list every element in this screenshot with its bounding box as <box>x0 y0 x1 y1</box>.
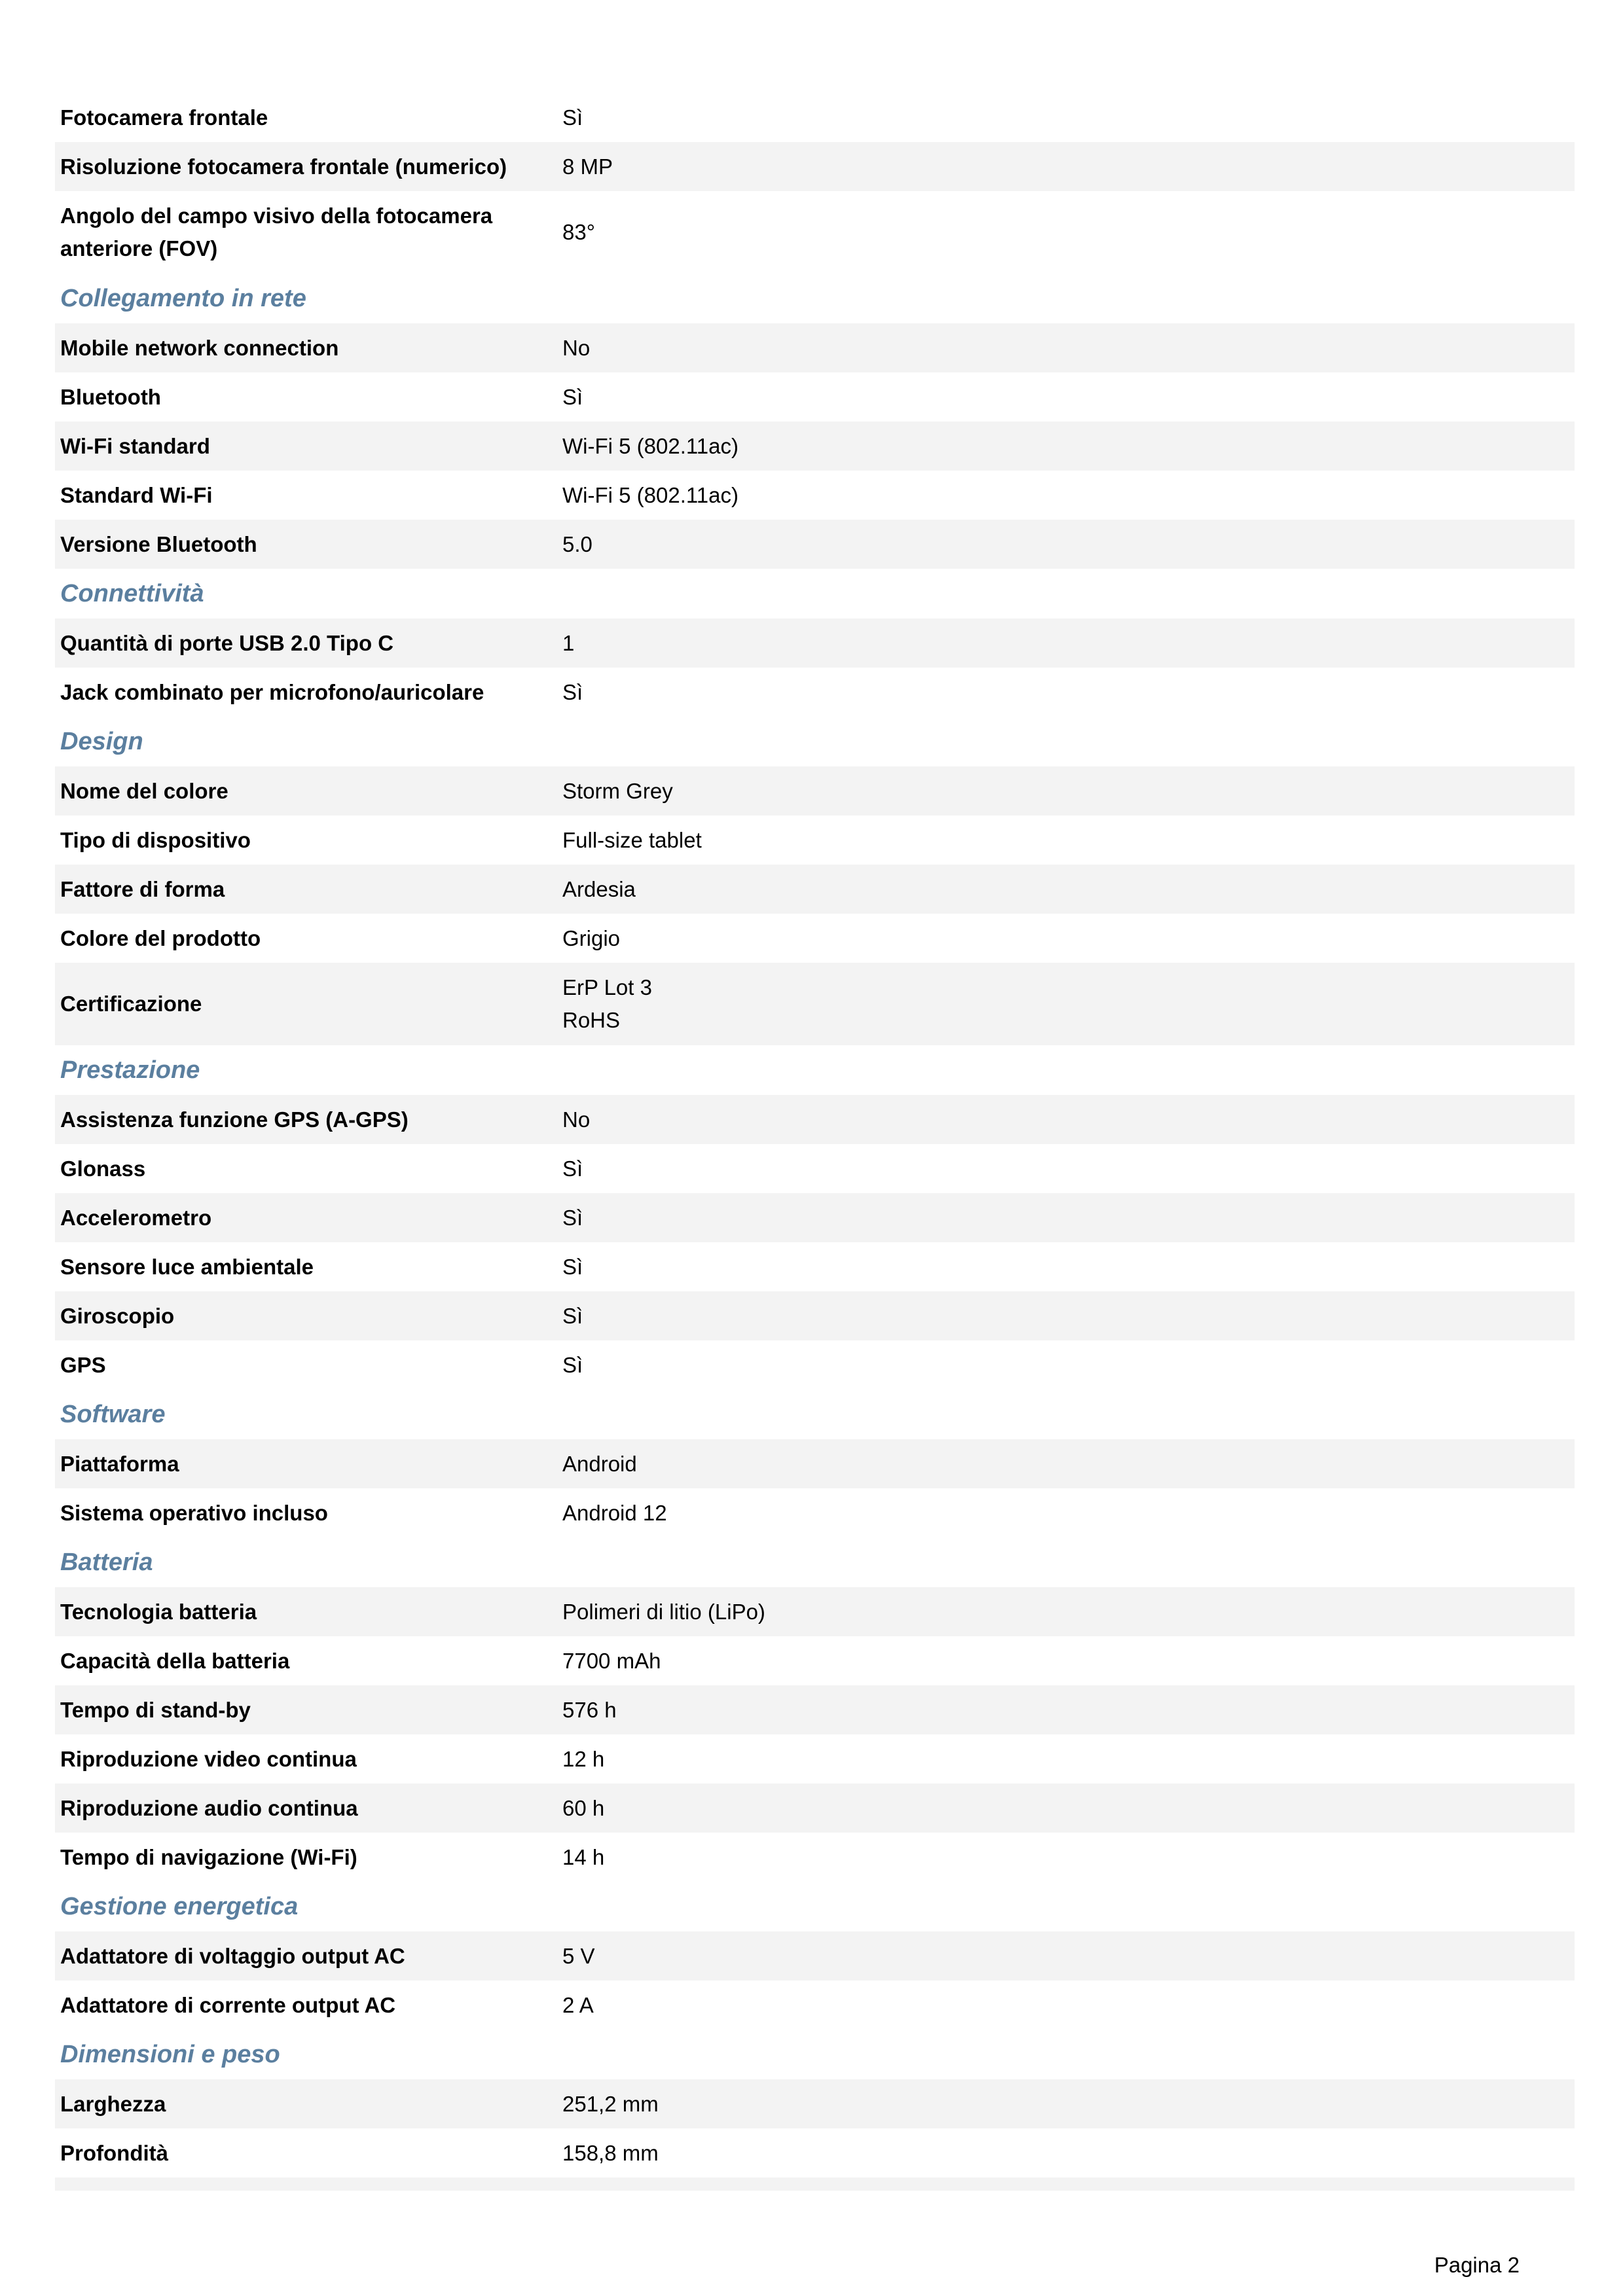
spec-row <box>55 1931 1575 1981</box>
spec-label: Angolo del campo visivo della fotocamera anteriore (FOV) <box>60 204 493 260</box>
spec-label: Sensore luce ambientale <box>60 1254 314 1279</box>
spec-value: Sì <box>562 1303 583 1328</box>
spec-value: Sì <box>562 1254 583 1279</box>
spec-row <box>55 1587 1575 1636</box>
spec-value: Sì <box>562 679 583 704</box>
spec-label: Profondità <box>60 2140 168 2165</box>
spec-row <box>55 1734 1575 1784</box>
spec-value: 8 MP <box>562 154 613 179</box>
spec-value: Sì <box>562 1156 583 1181</box>
spec-label: GPS <box>60 1352 106 1377</box>
table-trailing-stripe <box>55 2178 1575 2191</box>
spec-label: Tempo di stand-by <box>60 1697 251 1722</box>
spec-value: 14 h <box>562 1844 605 1869</box>
spec-value: Full-size tablet <box>562 827 702 852</box>
spec-value: 7700 mAh <box>562 1648 661 1673</box>
spec-row <box>55 1242 1575 1291</box>
spec-row-certification <box>55 963 1575 1045</box>
spec-row <box>55 372 1575 422</box>
section-title-battery: Batteria <box>60 1548 153 1576</box>
spec-row <box>55 2128 1575 2178</box>
spec-value: Wi-Fi 5 (802.11ac) <box>562 433 739 458</box>
spec-value: 2 A <box>562 1992 594 2017</box>
spec-sheet <box>55 93 1575 2191</box>
spec-row <box>55 1488 1575 1537</box>
section-title-software: Software <box>60 1400 166 1428</box>
spec-row <box>55 1095 1575 1144</box>
spec-label: Jack combinato per microfono/auricolare <box>60 679 484 704</box>
spec-label: Quantità di porte USB 2.0 Tipo C <box>60 630 394 655</box>
spec-value: 60 h <box>562 1795 605 1820</box>
spec-label: Fattore di forma <box>60 876 225 901</box>
spec-row <box>55 520 1575 569</box>
spec-label: Assistenza funzione GPS (A-GPS) <box>60 1107 409 1132</box>
spec-label: Glonass <box>60 1156 146 1181</box>
spec-label: Wi-Fi standard <box>60 433 210 458</box>
spec-value <box>562 971 1575 1037</box>
spec-label: Tipo di dispositivo <box>60 827 251 852</box>
spec-label: Tecnologia batteria <box>60 1599 257 1624</box>
spec-value: Storm Grey <box>562 778 673 803</box>
section-title-dimensions-weight: Dimensioni e peso <box>60 2040 280 2068</box>
spec-value: 5.0 <box>562 531 593 556</box>
spec-row-front-camera <box>55 93 1575 142</box>
spec-row <box>55 619 1575 668</box>
spec-label: Fotocamera frontale <box>60 105 268 130</box>
spec-label: Colore del prodotto <box>60 925 261 950</box>
spec-label: Versione Bluetooth <box>60 531 257 556</box>
spec-row <box>55 816 1575 865</box>
spec-label: Riproduzione audio continua <box>60 1795 358 1820</box>
spec-value: 5 V <box>562 1943 595 1968</box>
spec-value: 576 h <box>562 1697 617 1722</box>
spec-value: No <box>562 1107 591 1132</box>
spec-value: 251,2 mm <box>562 2091 659 2116</box>
page-number: Pagina 2 <box>1434 2253 1520 2277</box>
spec-label: Riproduzione video continua <box>60 1746 357 1771</box>
spec-value: Android 12 <box>562 1500 667 1525</box>
spec-value: Sì <box>562 1205 583 1230</box>
spec-label: Risoluzione fotocamera frontale (numerico) <box>60 154 507 179</box>
spec-label: Piattaforma <box>60 1451 179 1476</box>
spec-row <box>55 1636 1575 1685</box>
spec-value: Ardesia <box>562 876 636 901</box>
spec-row <box>55 1833 1575 1882</box>
spec-value: Sì <box>562 384 583 409</box>
spec-value: 158,8 mm <box>562 2140 659 2165</box>
spec-row-front-camera-fov <box>55 191 1575 274</box>
section-title-performance: Prestazione <box>60 1056 200 1084</box>
spec-label: Certificazione <box>60 992 202 1016</box>
spec-value: Polimeri di litio (LiPo) <box>562 1599 765 1624</box>
spec-value: Grigio <box>562 925 621 950</box>
section-title-connectivity: Connettività <box>60 579 204 607</box>
section-title-power-management: Gestione energetica <box>60 1892 299 1920</box>
spec-row <box>55 1291 1575 1340</box>
spec-label: Sistema operativo incluso <box>60 1500 328 1525</box>
spec-label: Nome del colore <box>60 778 228 803</box>
spec-row <box>55 914 1575 963</box>
spec-row <box>55 422 1575 471</box>
spec-row <box>55 1685 1575 1734</box>
spec-row <box>55 1144 1575 1193</box>
spec-value: 12 h <box>562 1746 605 1771</box>
spec-label: Capacità della batteria <box>60 1648 290 1673</box>
spec-value: Sì <box>562 105 583 130</box>
spec-value: 1 <box>562 630 575 655</box>
spec-value-line: ErP Lot 3 <box>562 975 652 999</box>
spec-row <box>55 1193 1575 1242</box>
spec-label: Standard Wi-Fi <box>60 482 213 507</box>
spec-row-front-camera-resolution <box>55 142 1575 191</box>
spec-value: Android <box>562 1451 637 1476</box>
spec-row <box>55 865 1575 914</box>
spec-label: Larghezza <box>60 2091 166 2116</box>
spec-row <box>55 471 1575 520</box>
spec-row <box>55 1340 1575 1390</box>
spec-label: Mobile network connection <box>60 335 339 360</box>
spec-label: Giroscopio <box>60 1303 175 1328</box>
section-title-design: Design <box>60 727 143 755</box>
spec-value: No <box>562 335 591 360</box>
spec-label: Adattatore di corrente output AC <box>60 1992 396 2017</box>
spec-value: Sì <box>562 1352 583 1377</box>
spec-label: Bluetooth <box>60 384 161 409</box>
spec-row <box>55 1439 1575 1488</box>
spec-value: 83° <box>562 220 595 244</box>
spec-row <box>55 323 1575 372</box>
section-title-networking: Collegamento in rete <box>60 284 306 312</box>
spec-value-line: RoHS <box>562 1008 621 1032</box>
spec-row <box>55 766 1575 816</box>
spec-row <box>55 1981 1575 2030</box>
spec-label: Accelerometro <box>60 1205 212 1230</box>
spec-label: Adattatore di voltaggio output AC <box>60 1943 405 1968</box>
spec-row <box>55 1784 1575 1833</box>
spec-value: Wi-Fi 5 (802.11ac) <box>562 482 739 507</box>
spec-row <box>55 2079 1575 2128</box>
spec-label: Tempo di navigazione (Wi-Fi) <box>60 1844 357 1869</box>
spec-row <box>55 668 1575 717</box>
